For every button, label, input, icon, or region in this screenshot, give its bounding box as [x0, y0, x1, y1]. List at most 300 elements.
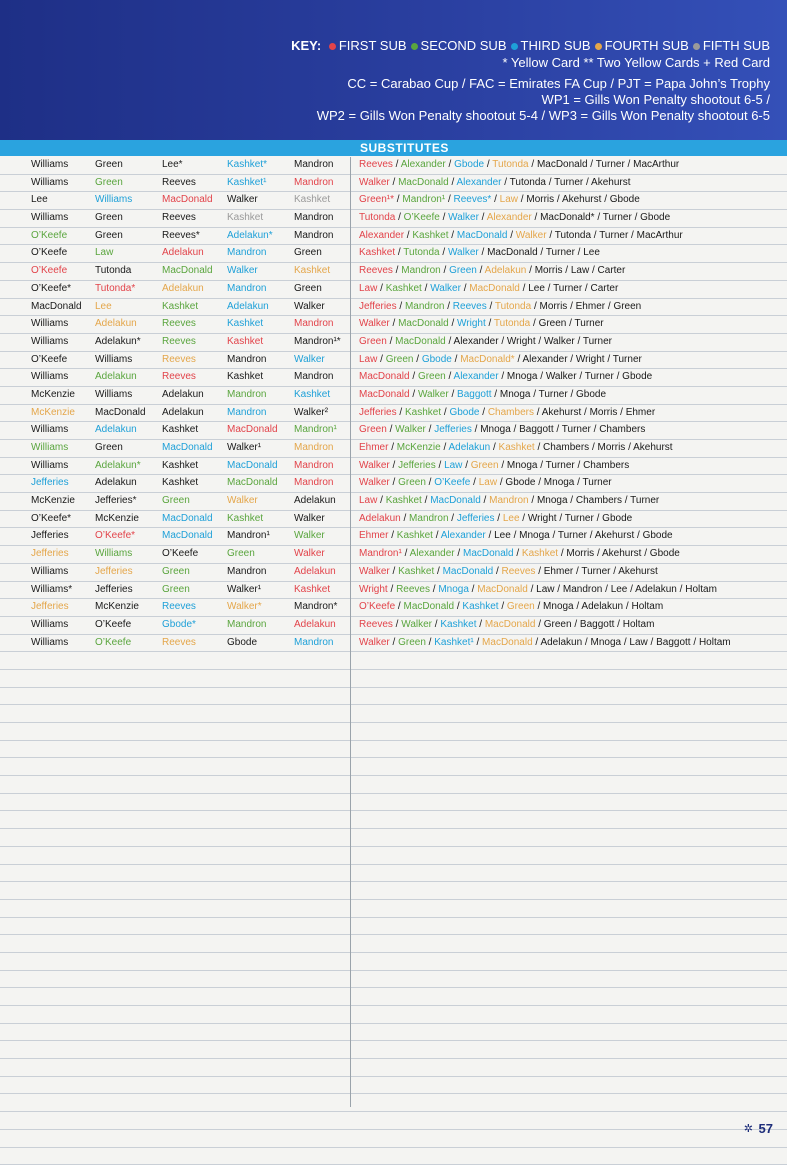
substitute-name: MacDonald — [537, 159, 588, 170]
substitute-name: Gbode — [422, 354, 452, 365]
separator: / — [550, 530, 558, 541]
substitutes-cell — [359, 582, 779, 598]
empty-row — [0, 652, 787, 670]
substitute-name: Holtam — [631, 601, 663, 612]
table-row — [0, 546, 787, 564]
player-cell: Green — [294, 281, 350, 297]
separator: / — [470, 477, 478, 488]
player-cell: Williams — [31, 369, 91, 385]
player-cell: O’Keefe — [31, 263, 91, 279]
substitutes-cell — [359, 405, 779, 421]
separator: / — [486, 318, 494, 329]
player-cell: Mandron — [227, 352, 291, 368]
separator: / — [627, 584, 635, 595]
substitute-name: Turner — [546, 460, 575, 471]
player-cell: Williams — [95, 352, 159, 368]
separator: / — [472, 424, 480, 435]
substitute-name: MacDonald — [482, 637, 533, 648]
separator: / — [499, 336, 507, 347]
player-cell: Williams — [31, 440, 91, 456]
player-cell: Reeves — [162, 210, 224, 226]
separator: / — [531, 301, 539, 312]
separator: / — [562, 265, 570, 276]
key-item-label: FIRST SUB — [339, 38, 407, 53]
table-row — [0, 493, 787, 511]
substitute-name: Reeves* — [454, 194, 492, 205]
separator: / — [610, 566, 618, 577]
substitutes-cell — [359, 440, 779, 456]
empty-row — [0, 794, 787, 812]
player-cell: MacDonald — [227, 422, 291, 438]
substitute-name: Reeves — [359, 159, 393, 170]
table-row — [0, 635, 787, 653]
table-row — [0, 263, 787, 281]
player-cell: O’Keefe* — [31, 511, 91, 527]
player-cell: MacDonald — [162, 528, 224, 544]
substitute-name: Law — [359, 354, 377, 365]
player-cell: Williams — [31, 635, 91, 651]
player-cell: Adelakun — [294, 493, 350, 509]
substitute-name: Law — [571, 265, 589, 276]
separator: / — [430, 584, 438, 595]
substitute-name: Tutonda — [510, 177, 546, 188]
substitute-name: Turner — [583, 336, 612, 347]
player-cell: Williams — [95, 192, 159, 208]
substitute-name: MacDonald — [359, 389, 410, 400]
empty-row — [0, 1041, 787, 1059]
substitute-name: Reeves — [502, 566, 536, 577]
substitute-name: Law — [359, 495, 377, 506]
substitute-name: MacDonald — [457, 230, 508, 241]
substitute-name: Gbode — [650, 548, 680, 559]
substitute-name: Tutonda — [359, 212, 395, 223]
substitutes-cell — [359, 387, 779, 403]
substitute-name: Adelakun — [359, 513, 401, 524]
substitute-name: McKenzie — [397, 442, 441, 453]
table-row — [0, 352, 787, 370]
player-cell: Tutonda — [95, 263, 159, 279]
separator: / — [632, 212, 640, 223]
separator: / — [462, 460, 470, 471]
player-cell: MacDonald — [162, 192, 224, 208]
separator: / — [401, 513, 409, 524]
substitute-name: Akehurst — [618, 566, 657, 577]
substitute-name: Alexander — [401, 159, 446, 170]
substitutes-cell — [359, 352, 779, 368]
substitutes-cell — [359, 511, 779, 527]
separator: / — [568, 495, 576, 506]
substitute-name: Walker — [418, 389, 449, 400]
separator: / — [452, 354, 460, 365]
key-item-label: SECOND SUB — [421, 38, 507, 53]
substitute-name: Jefferies — [359, 407, 397, 418]
separator: / — [432, 619, 440, 630]
substitutes-cell — [359, 316, 779, 332]
substitute-name: MacDonald — [443, 566, 494, 577]
separator: / — [394, 194, 402, 205]
separator: / — [575, 247, 583, 258]
key-wp2-line: WP2 = Gills Won Penalty shootout 5-4 / WP3 = Gills Won Penalty shootout 6-5 — [317, 108, 770, 123]
substitute-name: Kashket — [359, 247, 395, 258]
substitutes-title: SUBSTITUTES — [360, 141, 449, 155]
substitutes-cell — [359, 564, 779, 580]
player-cell: Jefferies — [31, 599, 91, 615]
substitute-name: Morris — [590, 407, 618, 418]
separator: / — [402, 548, 410, 559]
substitute-name: Lee — [503, 513, 520, 524]
substitute-name: Ehmer — [359, 530, 388, 541]
separator: / — [497, 477, 505, 488]
player-cell: O’Keefe — [31, 228, 91, 244]
player-cell: MacDonald — [162, 263, 224, 279]
substitute-name: Tutonda — [494, 318, 530, 329]
player-cell: Kashket — [162, 299, 224, 315]
table-row — [0, 405, 787, 423]
player-cell: Kashket — [227, 334, 291, 350]
substitute-name: Alexander — [359, 230, 404, 241]
substitute-name: Adelakun — [485, 265, 527, 276]
substitute-name: Kashket — [440, 619, 476, 630]
player-cell: Adelakun — [294, 617, 350, 633]
player-cell: Green — [95, 210, 159, 226]
substitute-name: Law — [629, 637, 647, 648]
substitute-name: Gbode — [454, 159, 484, 170]
player-cell: Mandron — [294, 440, 350, 456]
separator: / — [583, 177, 591, 188]
substitute-name: Mandron¹ — [359, 548, 402, 559]
substitute-name: O’Keefe — [359, 601, 395, 612]
empty-row — [0, 953, 787, 971]
separator: / — [469, 584, 477, 595]
player-cell: Jefferies — [95, 582, 159, 598]
substitute-name: Akehurst — [591, 177, 630, 188]
substitute-name: Chambers — [488, 407, 534, 418]
substitute-name: MacDonald — [395, 336, 446, 347]
separator: / — [486, 530, 494, 541]
substitute-name: Green — [613, 301, 641, 312]
substitute-name: Morris — [535, 265, 563, 276]
separator: / — [625, 159, 633, 170]
table-row — [0, 617, 787, 635]
separator: / — [397, 301, 405, 312]
substitute-name: Gbode — [643, 530, 673, 541]
substitutes-cell — [359, 528, 779, 544]
player-cell: O’Keefe — [95, 635, 159, 651]
substitute-name: Kashket — [522, 548, 558, 559]
substitute-name: Alexander — [523, 354, 568, 365]
separator: / — [557, 513, 565, 524]
substitute-name: Mnoga — [537, 495, 568, 506]
substitute-name: MacDonald — [403, 601, 454, 612]
substitute-name: MacArthur — [637, 230, 683, 241]
player-cell: O’Keefe — [31, 245, 91, 261]
separator: / — [535, 566, 543, 577]
player-cell: Green — [95, 157, 159, 173]
separator: / — [410, 389, 418, 400]
substitute-name: Holtam — [699, 637, 731, 648]
substitute-name: Mandron — [409, 513, 448, 524]
empty-row — [0, 1024, 787, 1042]
player-cell: Mandron — [294, 635, 350, 651]
substitute-name: Jefferies — [457, 513, 495, 524]
separator: / — [449, 177, 457, 188]
empty-row — [0, 1130, 787, 1148]
substitute-name: Adelakun — [540, 637, 582, 648]
substitute-name: Green — [398, 637, 426, 648]
player-cell: Kashket — [227, 511, 291, 527]
player-cell: Reeves* — [162, 228, 224, 244]
separator: / — [533, 637, 541, 648]
substitute-name: Turner — [539, 389, 568, 400]
key-legend — [291, 38, 770, 53]
substitute-name: MacDonald — [469, 283, 520, 294]
player-cell: Mandron — [227, 405, 291, 421]
player-cell: Williams — [31, 334, 91, 350]
key-label: KEY: — [291, 38, 321, 53]
substitute-name: Alexander — [410, 548, 455, 559]
separator: / — [511, 530, 519, 541]
player-cell: Williams — [31, 175, 91, 191]
separator: / — [594, 513, 602, 524]
separator: / — [422, 495, 430, 506]
separator: / — [530, 318, 538, 329]
substitutes-cell — [359, 281, 779, 297]
empty-row — [0, 741, 787, 759]
substitute-name: Green — [386, 354, 414, 365]
separator: / — [535, 601, 543, 612]
substitute-name: Kashket — [398, 566, 434, 577]
separator: / — [493, 566, 501, 577]
substitutes-cell — [359, 245, 779, 261]
player-cell: Lee — [95, 299, 159, 315]
player-cell: Reeves — [162, 635, 224, 651]
player-cell: Mandron — [294, 316, 350, 332]
table-row — [0, 245, 787, 263]
substitute-name: Mnoga — [519, 530, 550, 541]
player-cell: Green — [162, 564, 224, 580]
key-dot-icon — [693, 43, 700, 50]
separator: / — [377, 354, 385, 365]
separator: / — [492, 389, 500, 400]
substitute-name: Green — [539, 318, 567, 329]
empty-row — [0, 1148, 787, 1165]
substitute-name: Green — [398, 477, 426, 488]
separator: / — [528, 584, 536, 595]
separator: / — [499, 371, 507, 382]
separator: / — [567, 301, 575, 312]
separator: / — [641, 548, 649, 559]
substitute-name: Alexander — [441, 530, 486, 541]
separator: / — [538, 247, 546, 258]
substitute-name: Alexander — [454, 336, 499, 347]
player-cell: Williams — [95, 387, 159, 403]
substitute-name: Lee — [528, 283, 545, 294]
separator: / — [440, 212, 448, 223]
substitute-name: MacDonald — [485, 619, 536, 630]
player-cell: Green — [95, 228, 159, 244]
empty-row — [0, 900, 787, 918]
substitute-name: Reeves — [359, 265, 393, 276]
separator: / — [393, 619, 401, 630]
separator: / — [537, 371, 545, 382]
substitute-name: Turner — [613, 354, 642, 365]
substitute-name: Walker — [544, 336, 575, 347]
substitute-name: Green — [418, 371, 446, 382]
substitute-name: Walker — [430, 283, 461, 294]
separator: / — [507, 230, 515, 241]
substitute-name: Gbode — [576, 389, 606, 400]
substitute-name: Turner — [553, 283, 582, 294]
player-cell: Walker* — [227, 599, 291, 615]
substitute-name: Green — [449, 265, 477, 276]
separator: / — [594, 548, 602, 559]
substitute-name: Mandron — [563, 584, 602, 595]
separator: / — [454, 601, 462, 612]
player-cell: Adelakun — [95, 475, 159, 491]
separator: / — [591, 424, 599, 435]
separator: / — [477, 265, 485, 276]
separator: / — [388, 442, 396, 453]
substitute-name: Jefferies — [434, 424, 472, 435]
key-item-label: THIRD SUB — [521, 38, 591, 53]
separator: / — [377, 283, 385, 294]
substitutes-cell — [359, 334, 779, 350]
player-cell: Mandron — [294, 157, 350, 173]
separator: / — [625, 442, 633, 453]
substitute-name: Kashket — [405, 407, 441, 418]
separator: / — [393, 159, 401, 170]
separator: / — [526, 265, 534, 276]
player-cell: Walker — [227, 192, 291, 208]
substitute-name: Turner — [599, 230, 628, 241]
substitute-name: Reeves — [453, 301, 487, 312]
table-row — [0, 564, 787, 582]
separator: / — [518, 194, 526, 205]
substitute-name: Wright — [528, 513, 557, 524]
separator: / — [554, 194, 562, 205]
key-dot-icon — [595, 43, 602, 50]
substitute-name: Jefferies — [359, 301, 397, 312]
player-cell: Adelakun* — [227, 228, 291, 244]
substitute-name: Wright — [457, 318, 486, 329]
player-cell: Mandron — [227, 617, 291, 633]
substitute-name: Gbode — [505, 477, 535, 488]
substitute-name: Baggott — [656, 637, 690, 648]
substitute-name: Kashket — [397, 530, 433, 541]
separator: / — [648, 637, 656, 648]
substitute-name: Mnoga — [544, 477, 575, 488]
player-cell: Mandron — [227, 245, 291, 261]
separator: / — [404, 230, 412, 241]
separator: / — [377, 495, 385, 506]
player-cell: Reeves — [162, 175, 224, 191]
substitute-name: Law — [536, 584, 554, 595]
separator: / — [573, 566, 581, 577]
separator: / — [614, 371, 622, 382]
separator: / — [390, 460, 398, 471]
table-row — [0, 175, 787, 193]
separator: / — [461, 283, 469, 294]
player-cell: Gbode — [227, 635, 291, 651]
substitute-name: Green — [471, 460, 499, 471]
player-cell: Adelakun — [95, 422, 159, 438]
key-competitions-line: CC = Carabao Cup / FAC = Emirates FA Cup / PJT = Papa John’s Trophy — [347, 76, 770, 91]
substitute-name: Mandron — [489, 495, 528, 506]
player-cell: Mandron — [294, 210, 350, 226]
separator: / — [441, 265, 449, 276]
header-banner — [0, 0, 787, 140]
player-cell: O’Keefe* — [31, 281, 91, 297]
table-row — [0, 422, 787, 440]
player-cell: Kashket — [162, 475, 224, 491]
separator: / — [422, 283, 430, 294]
player-cell: McKenzie — [31, 493, 91, 509]
player-cell: Kashket — [294, 582, 350, 598]
separator: / — [393, 265, 401, 276]
player-cell: Reeves — [162, 599, 224, 615]
separator: / — [511, 424, 519, 435]
separator: / — [628, 230, 636, 241]
player-cell: Law — [95, 245, 159, 261]
player-cell: Kashket — [227, 316, 291, 332]
substitute-name: Lee — [494, 530, 511, 541]
substitute-name: Walker — [516, 230, 547, 241]
substitute-name: Walker — [359, 637, 390, 648]
table-row — [0, 599, 787, 617]
player-cell: Kashket — [294, 263, 350, 279]
separator: / — [426, 477, 434, 488]
key-dot-icon — [329, 43, 336, 50]
substitute-name: Law — [479, 477, 497, 488]
separator: / — [536, 336, 544, 347]
substitute-name: O’Keefe — [404, 212, 440, 223]
player-cell: Mandron — [227, 281, 291, 297]
table-row — [0, 316, 787, 334]
player-cell: Walker² — [294, 405, 350, 421]
substitute-name: Chambers — [576, 495, 622, 506]
substitute-name: MacDonald — [430, 495, 481, 506]
player-cell: Adelakun — [162, 387, 224, 403]
separator: / — [554, 424, 562, 435]
separator: / — [568, 389, 576, 400]
separator: / — [614, 619, 622, 630]
separator: / — [589, 265, 597, 276]
player-cell: Kashket* — [227, 157, 291, 173]
table-row — [0, 299, 787, 317]
substitute-name: Green — [544, 619, 572, 630]
player-cell: Adelakun — [294, 564, 350, 580]
player-cell: Williams — [31, 157, 91, 173]
substitute-name: O’Keefe — [434, 477, 470, 488]
substitute-name: Akehurst — [595, 530, 634, 541]
substitute-name: Ehmer — [626, 407, 655, 418]
separator: / — [582, 283, 590, 294]
separator: / — [535, 477, 543, 488]
player-cell: Reeves — [162, 352, 224, 368]
substitute-name: Carter — [598, 265, 626, 276]
empty-row — [0, 811, 787, 829]
substitute-name: Mnoga — [438, 584, 469, 595]
separator: / — [476, 619, 484, 630]
player-cell: McKenzie — [31, 387, 91, 403]
player-cell: Williams* — [31, 582, 91, 598]
player-cell: Williams — [95, 546, 159, 562]
substitute-name: Chambers — [583, 460, 629, 471]
table-row — [0, 511, 787, 529]
separator: / — [494, 513, 502, 524]
separator: / — [390, 477, 398, 488]
player-cell: Mandron — [294, 228, 350, 244]
